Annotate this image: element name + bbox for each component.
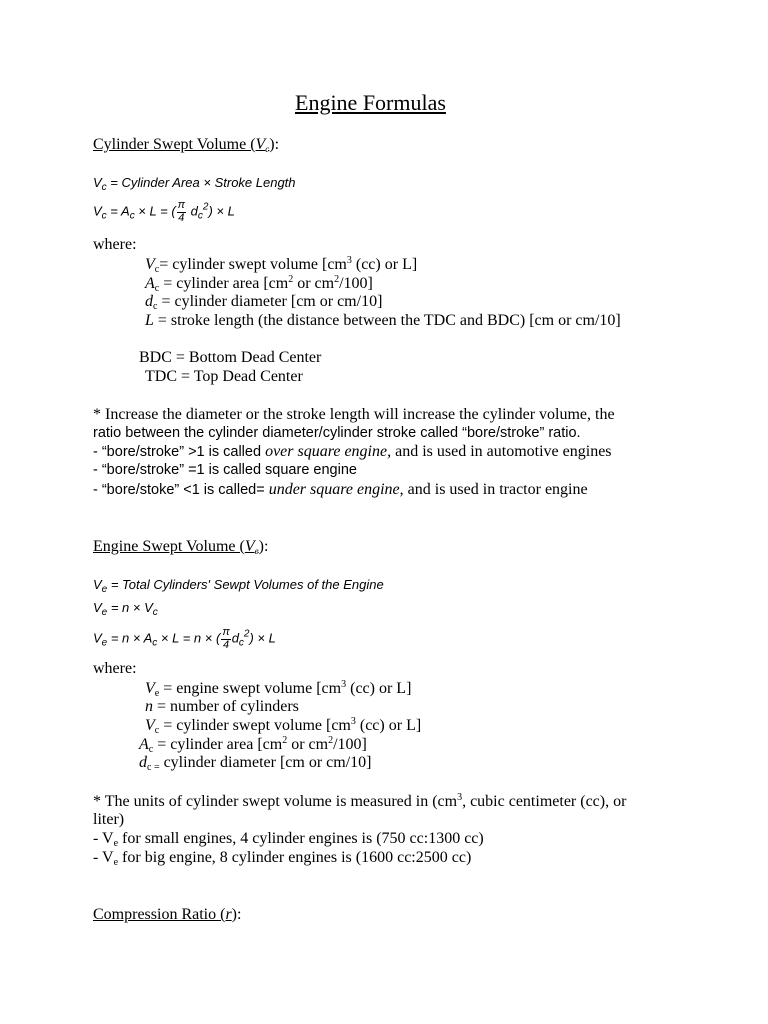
engine-def-vc: $V_c$ = cylinder swept volume [$cm^3$ (cc) or L] [145, 716, 422, 736]
big-engines-bullet: - $V_e$ for big engine, 8 cylinder engines is (1600 cc:2500 cc) [93, 849, 472, 868]
cylinder-volume-formula-2: $V_c = A_c \times L$ = ( $\frac{\pi}{4}$ $d_c^2) \times L$ [93, 199, 235, 224]
compression-ratio-heading: Compression Ratio (r): [93, 906, 242, 923]
small-engines-bullet: - $V_e$ for small engines, 4 cylinder engines is (750 cc:1300 cc) [93, 830, 484, 849]
pi-over-4-fraction: $\frac{\pi}{4}$ [222, 626, 230, 651]
engine-where-label: where: [93, 660, 137, 677]
page-title: Engine Formulas [295, 90, 446, 115]
over-square-bullet: - “bore/stroke” >1 is called over square engine, and is used in automotive engines [93, 443, 612, 460]
engine-def-dc: $d_{c =}$ cylinder diameter [cm or cm/10] [139, 754, 372, 773]
engine-def-n: n = number of cylinders [145, 698, 299, 715]
cylinder-swept-volume-heading: Cylinder Swept Volume $(V_c)$: [93, 136, 280, 154]
bore-stroke-note-line2: ratio between the cylinder diameter/cylinder stroke called “bore/stroke” ratio. [93, 425, 581, 441]
cylinder-volume-formula-1: $V_c$ = Cylinder Area × Stroke Length [93, 175, 296, 193]
cylinder-def-dc: $d_c$ = cylinder diameter [cm or cm/10] [145, 293, 383, 312]
engine-def-ve: $V_e$ = engine swept volume [$cm^3$ (cc) or L] [145, 679, 412, 699]
cylinder-def-ac: $A_c$ = cylinder area [$cm^2$ or $cm^2/100$] [145, 274, 373, 294]
cylinder-where-label: where: [93, 236, 137, 253]
pi-over-4-fraction: $\frac{\pi}{4}$ [177, 199, 186, 224]
under-square-bullet: - “bore/stoke” <1 is called= under square engine, and is used in tractor engine [93, 481, 588, 498]
square-bullet: - “bore/stroke” =1 is called square engine [93, 462, 357, 478]
engine-volume-formula-3: $V_e = n \times A_c \times L = n$ × ( $\frac{\pi}{4}$ $d_c^2) \times L$ [93, 626, 276, 651]
engine-volume-formula-2: $V_e = n \times V_c$ [93, 600, 158, 618]
units-note-line1: * The units of cylinder swept volume is measured in ($cm^3$, cubic centimeter (cc), or [93, 792, 627, 810]
tdc-definition: TDC = Top Dead Center [145, 368, 303, 385]
engine-def-ac: $A_c$ = cylinder area [$cm^2$ or $cm^2/100$] [139, 735, 367, 755]
cylinder-def-vc: $V_c=$ cylinder swept volume [$cm^3$ (cc) or L] [145, 255, 418, 275]
engine-swept-volume-heading: Engine Swept Volume $(V_e)$: [93, 538, 269, 556]
bore-stroke-note-line1: * Increase the diameter or the stroke length will increase the cylinder volume, the [93, 406, 615, 423]
cylinder-def-l: L = stroke length (the distance between the TDC and BDC) [cm or cm/10] [145, 312, 621, 329]
engine-volume-formula-1: $V_e$ = Total Cylinders' Sewpt Volumes of the Engine [93, 577, 384, 595]
bdc-definition: BDC = Bottom Dead Center [139, 349, 322, 366]
units-note-line2: liter) [93, 811, 125, 828]
